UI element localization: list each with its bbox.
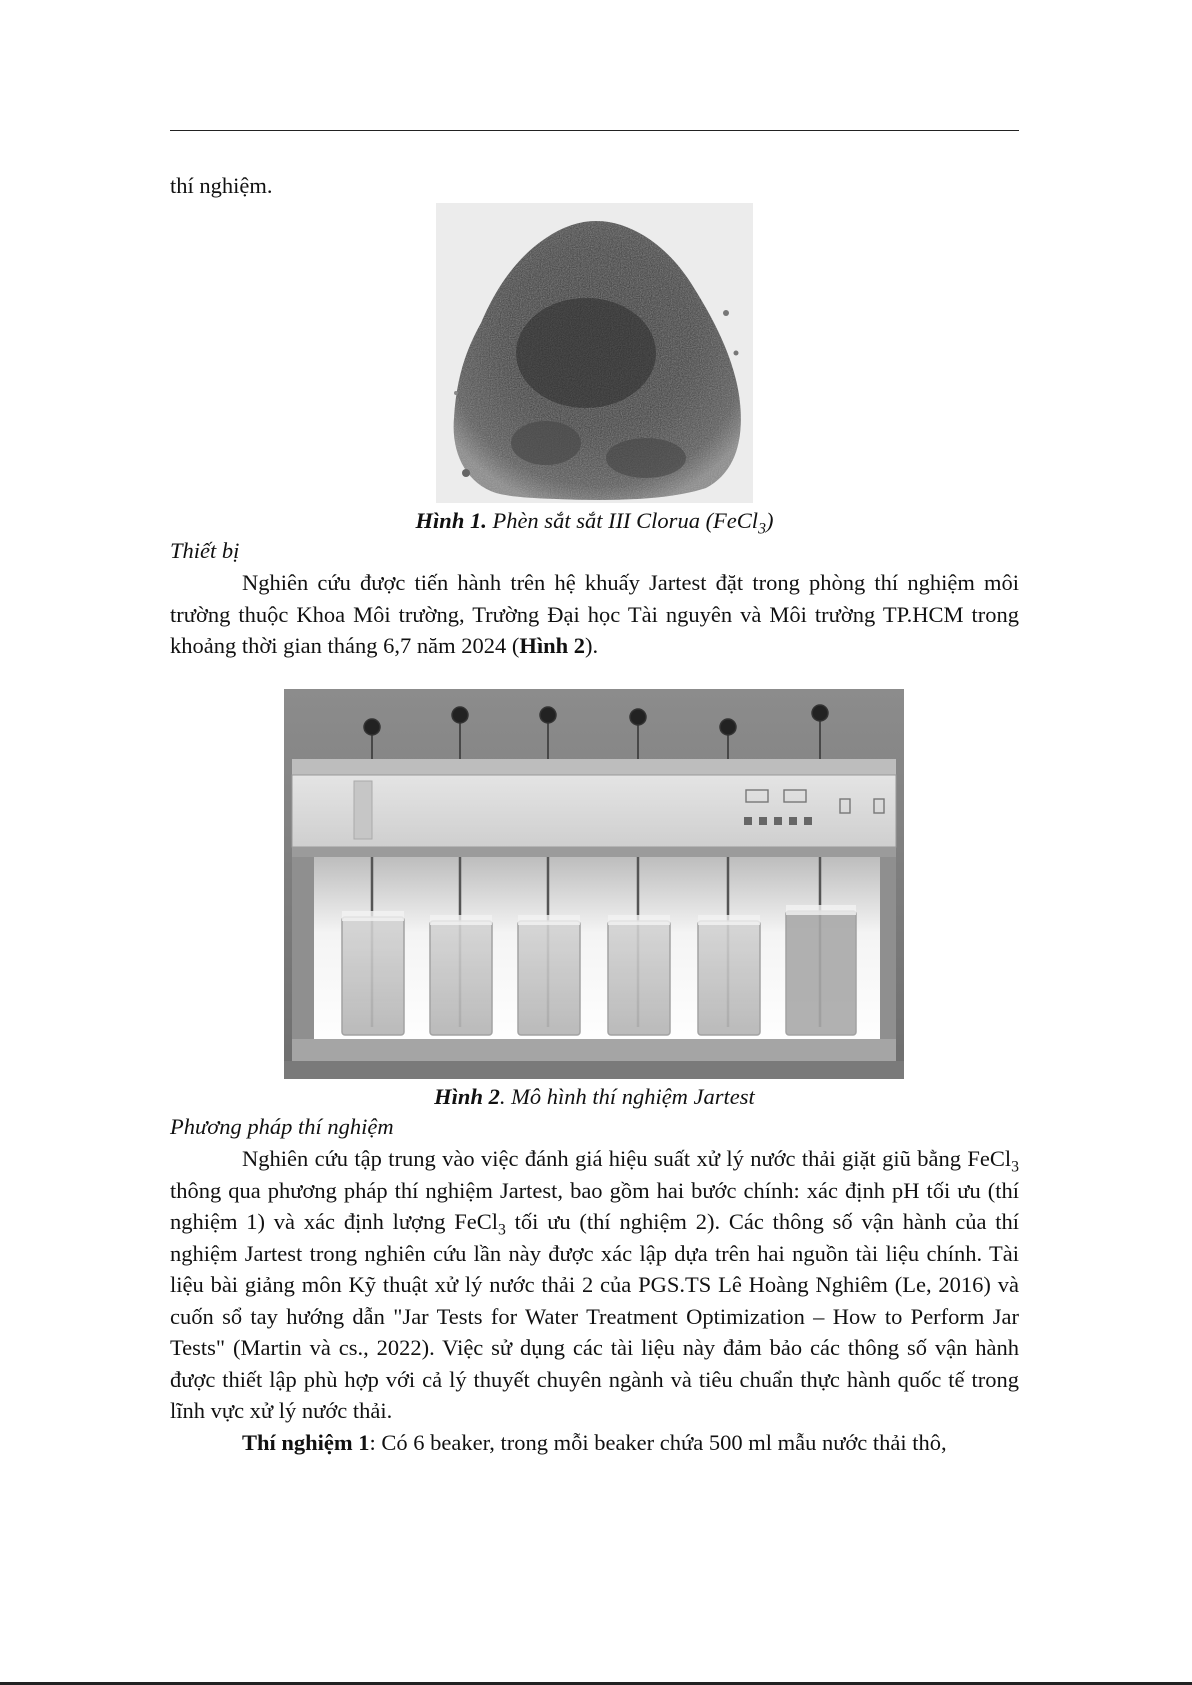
- method-subscript-1: 3: [1011, 1158, 1019, 1176]
- header-rule: [170, 130, 1019, 131]
- figure-1-image: [436, 203, 753, 503]
- equipment-figure-ref: Hình 2: [519, 633, 585, 658]
- figure-1-caption: [170, 508, 1019, 538]
- method-paragraph-text-1: Nghiên cứu tập trung vào việc đánh giá hiệu suất xử lý nước thải giặt giũ bằng FeCl: [242, 1146, 1012, 1171]
- figure-2-caption-text: . Mô hình thí nghiệm Jartest: [499, 1084, 755, 1109]
- experiment-1-paragraph: [170, 1427, 1019, 1459]
- figure-1-caption-subscript: 3: [758, 520, 766, 538]
- equipment-heading: Thiết bị: [170, 538, 240, 563]
- experiment-1-text: : Có 6 beaker, trong mỗi beaker chứa 500 ml mẫu nước thải thô,: [369, 1430, 947, 1455]
- equipment-paragraph-text: Nghiên cứu được tiến hành trên hệ khuấy Jartest đặt trong phòng thí nghiệm môi trường thuộc Khoa Môi trường, Trường Đại học Tài nguyên và Môi trường TP.HCM trong khoảng thời gian tháng 6,7 năm 2024 (: [170, 570, 1019, 658]
- experiment-1-label: Thí nghiệm 1: [242, 1430, 370, 1455]
- figure-2-caption: [170, 1084, 1019, 1110]
- method-paragraph-text-2: thông qua phương pháp thí nghiệm Jartest, bao gồm hai bước chính: xác định pH tối ưu (thí nghiệm 1) và xác định lượng FeCl: [170, 1177, 1019, 1234]
- continuation-text: thí nghiệm.: [170, 173, 273, 198]
- figure-1-caption-close: ): [765, 508, 774, 533]
- figure-1-caption-text: Phèn sắt sắt III Clorua (FeCl: [492, 508, 759, 533]
- method-subscript-2: 3: [498, 1221, 506, 1239]
- method-paragraph-text-3: tối ưu (thí nghiệm 2). Các thông số vận hành của thí nghiệm Jartest trong nghiên cứu lần này được xác lập dựa trên hai nguồn tài liệu chính. Tài liệu bài giảng môn Kỹ thuật xử lý nước thải 2 của PGS.TS Lê Hoàng Nghiêm (Le, 2016) và cuốn sổ tay hướng dẫn "Jar Tests for Water Treatment Optimization – How to Perform Jar Tests" (Martin và cs., 2022). Việc sử dụng các tài liệu này đảm bảo các thông số vận hành được thiết lập phù hợp với cả lý thuyết chuyên ngành và tiêu chuẩn thực hành quốc tế trong lĩnh vực xử lý nước thải.: [170, 1209, 1019, 1423]
- equipment-paragraph-end: ).: [585, 633, 599, 658]
- figure-2-label: Hình 2: [434, 1084, 500, 1109]
- equipment-paragraph: [170, 567, 1019, 662]
- method-paragraph: [170, 1143, 1019, 1427]
- figure-2-image: [284, 689, 904, 1079]
- method-heading: Phương pháp thí nghiệm: [170, 1114, 394, 1139]
- figure-1-label: Hình 1.: [415, 508, 487, 533]
